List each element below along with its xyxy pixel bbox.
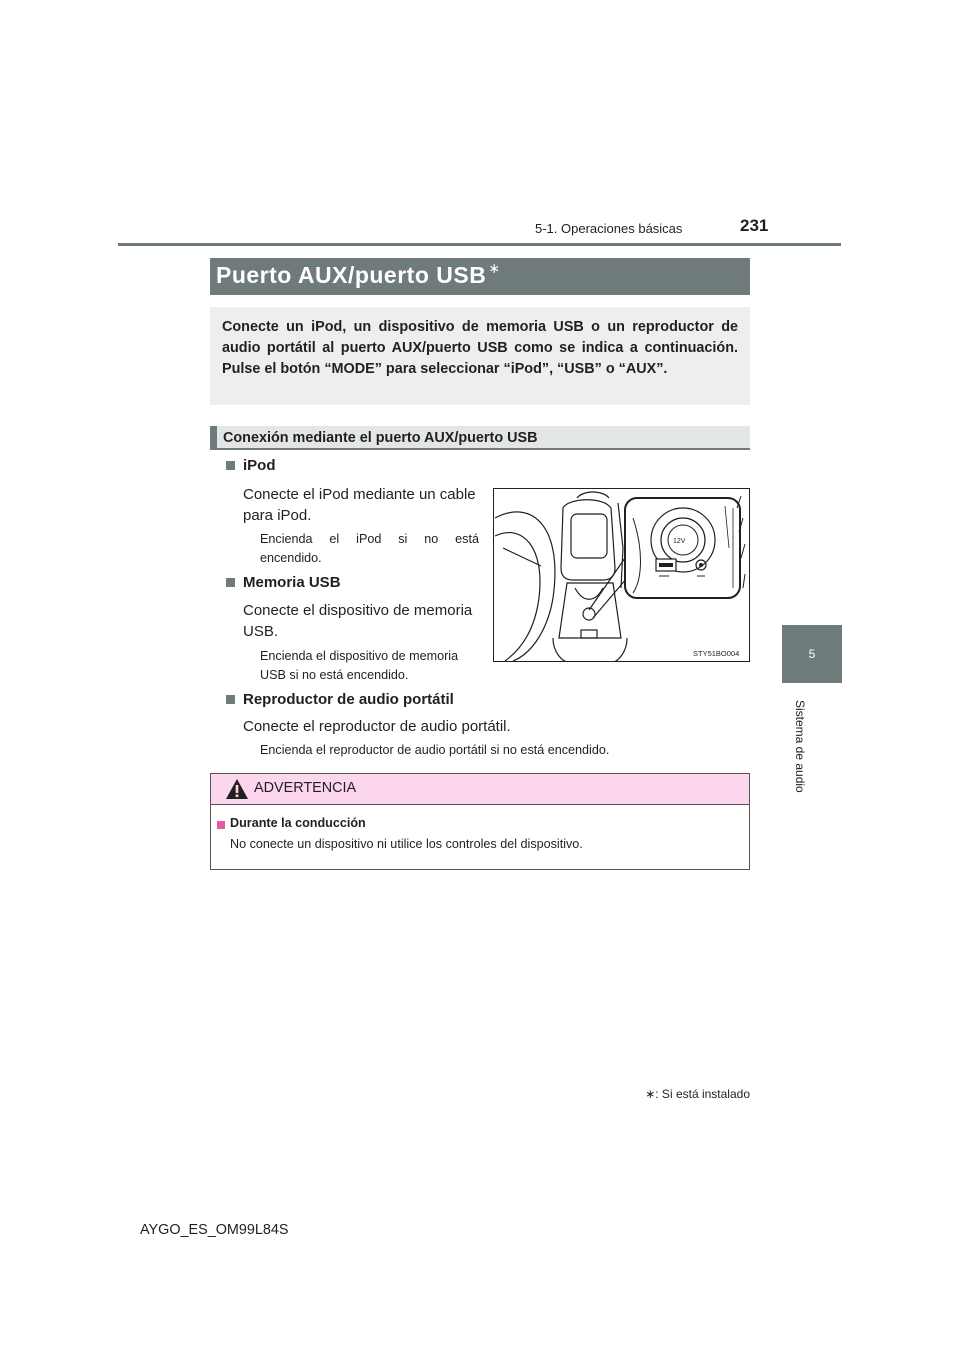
item-ipod-heading-row bbox=[226, 457, 276, 474]
item-heading: Memoria USB bbox=[243, 574, 341, 591]
item-heading: Reproductor de audio portátil bbox=[243, 691, 454, 708]
item-body-line: para iPod. bbox=[243, 507, 312, 524]
item-note-line: encendido. bbox=[260, 551, 322, 565]
item-note-line: USB si no está encendido. bbox=[260, 668, 409, 682]
page-title-text: Puerto AUX/puerto USB bbox=[216, 262, 487, 288]
item-body-line: Conecte el reproductor de audio portátil. bbox=[243, 718, 511, 735]
item-body-line: Conecte el iPod mediante un cable bbox=[243, 486, 476, 503]
page-number: 231 bbox=[740, 216, 769, 235]
title-bar bbox=[210, 258, 750, 295]
bullet-square-icon bbox=[226, 578, 235, 587]
chapter-title: Sistema de audio bbox=[793, 700, 807, 793]
item-note-line: Encienda el reproductor de audio portátil si no está encendido. bbox=[260, 743, 610, 757]
intro-text: Conecte un iPod, un dispositivo de memoria USB o un reproductor de audio portátil al puerto AUX/puerto USB como se indica a continuación. Pulse el botón “MODE” para seleccionar “iPod”, “USB” o “AUX”. bbox=[222, 319, 738, 377]
subsection-title: Conexión mediante el puerto AUX/puerto USB bbox=[223, 430, 538, 446]
item-body-line: Conecte el dispositivo de memoria bbox=[243, 602, 473, 619]
warning-triangle-icon bbox=[225, 778, 249, 800]
item-usb-heading-row bbox=[226, 574, 341, 591]
footnote-text: : Si está instalado bbox=[655, 1087, 750, 1101]
item-heading: iPod bbox=[243, 457, 276, 474]
section-reference: 5-1. Operaciones básicas bbox=[535, 221, 683, 236]
item-note-line: Encienda el dispositivo de memoria bbox=[260, 649, 459, 663]
bullet-square-icon bbox=[226, 461, 235, 470]
item-player-heading-row bbox=[226, 691, 454, 708]
warning-text: No conecte un dispositivo ni utilice los controles del dispositivo. bbox=[230, 837, 583, 851]
chapter-number: 5 bbox=[808, 647, 816, 661]
warning-bullet-icon bbox=[217, 821, 225, 829]
footnote bbox=[617, 1087, 750, 1101]
intro-box bbox=[210, 307, 750, 405]
dashboard-drawing bbox=[493, 488, 750, 662]
header-rule bbox=[118, 243, 841, 246]
illustration-code: STY51BO004 bbox=[693, 649, 740, 658]
dashboard-illustration bbox=[493, 488, 750, 662]
item-body-line: USB. bbox=[243, 623, 279, 640]
socket-label: 12V bbox=[673, 538, 686, 545]
warning-header bbox=[211, 774, 749, 805]
footnote-mark: ∗ bbox=[645, 1087, 656, 1101]
chapter-tab bbox=[782, 625, 842, 683]
bullet-square-icon bbox=[226, 695, 235, 704]
item-note-line: Encienda el iPod si no está bbox=[260, 532, 479, 546]
installed-mark: ∗ bbox=[488, 260, 501, 276]
warning-box bbox=[210, 773, 750, 870]
document-code: AYGO_ES_OM99L84S bbox=[140, 1222, 289, 1238]
zoom-inset bbox=[625, 498, 740, 598]
warning-title: ADVERTENCIA bbox=[254, 780, 357, 796]
warning-item-heading: Durante la conducción bbox=[230, 816, 366, 830]
page-title bbox=[216, 262, 501, 289]
subsection-bar bbox=[210, 426, 750, 450]
subsection-accent bbox=[210, 426, 217, 448]
